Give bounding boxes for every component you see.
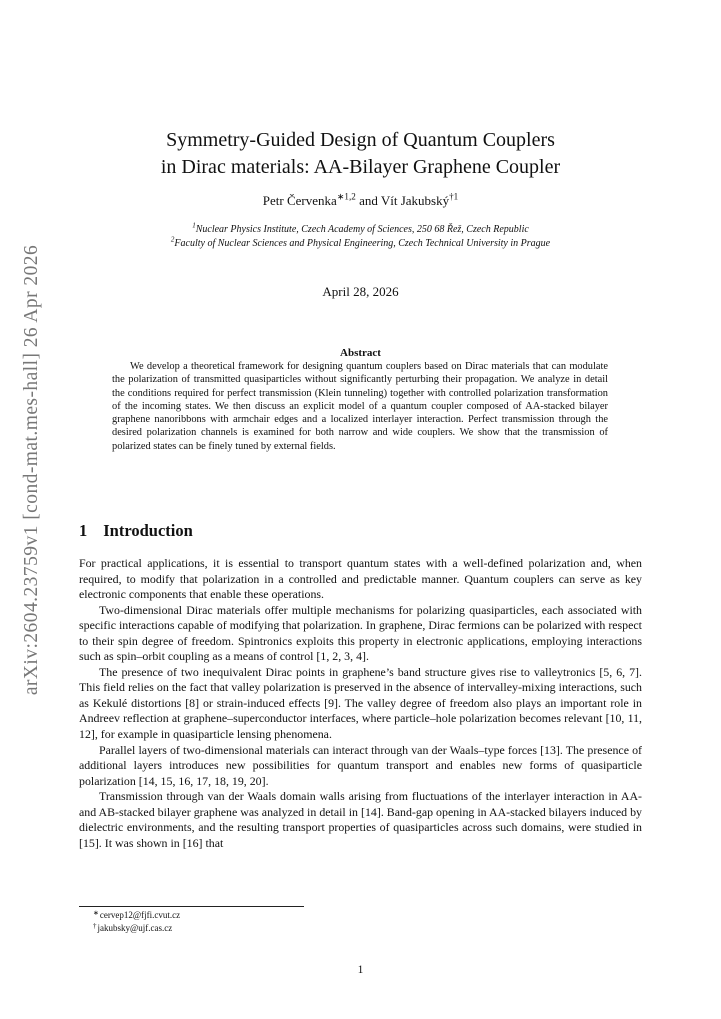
author-connector: and xyxy=(355,193,381,208)
author-name: Vít Jakubský xyxy=(380,193,450,208)
author-name: Petr Červenka xyxy=(262,193,337,208)
affiliation xyxy=(0,235,721,249)
affiliation-text: Faculty of Nuclear Sciences and Physical Engineering, Czech Technical University in Prague xyxy=(174,238,551,249)
paragraph: The presence of two inequivalent Dirac points in graphene’s band structure gives rise to valleytronics [5, 6, 7]. This field relies on the fact that valley polarization is preserved in the absence of intervalley-mixing interactions, such as Kekulé distortions [8] or strain-induced effects [9]. The valley degree of freedom also plays an important role in Andreev reflection at graphene–superconductor interfaces, where particle–hole polarization becomes relevant [10, 11, 12], for example in quasiparticle lensing phenomena. xyxy=(79,664,642,742)
footnote xyxy=(93,910,180,920)
page-number: 1 xyxy=(357,964,364,976)
paragraph: Transmission through van der Waals domain walls arising from fluctuations of the interlayer interaction in AA- and AB-stacked bilayer graphene was analyzed in detail in [14]. Band-gap opening in AA-stacked bilayers induced by dielectric environments, and the resulting transport properties of quasiparticles across such domains, were studied in [15]. It was shown in [16] that xyxy=(79,789,642,850)
abstract-heading: Abstract xyxy=(340,347,381,359)
affiliation-text: Nuclear Physics Institute, Czech Academy of Sciences, 250 68 Řež, Czech Republic xyxy=(195,224,529,235)
author-list xyxy=(0,193,721,209)
author-affiliation-mark: ∗1,2 xyxy=(336,191,356,202)
abstract-text: We develop a theoretical framework for designing quantum couplers based on Dirac materials that can modulate the polarization of transmitted quasiparticles without significantly perturbing their propagation. We analyze in detail the conditions required for perfect transmission (Klein tunneling) together with controlled polarization transformation of the incoming states. We then discuss an explicit model of a quantum coupler composed of AA-stacked bilayer graphene nanoribbons with armchair edges and a localized interlayer interaction. Perfect transmission through the desired polarization channels is examined for both narrow and wide couplers. We show that the transmission of polarized states can be finely tuned by external fields. xyxy=(112,361,608,452)
footnote-divider xyxy=(79,906,304,907)
footnote-email[interactable]: cervep12@fjfi.cvut.cz xyxy=(99,910,181,920)
affiliation-mark: 2 xyxy=(170,235,175,244)
affiliation xyxy=(0,221,721,235)
section-number: 1 xyxy=(79,521,88,540)
publication-date: April 28, 2026 xyxy=(322,284,399,299)
paragraph: Parallel layers of two-dimensional materials can interact through van der Waals–type forces [13]. The presence of additional layers introduces new possibilities for quantum transport and enables new forms of quasiparticle polarization [14, 15, 16, 17, 18, 19, 20]. xyxy=(79,742,642,788)
footnote xyxy=(93,923,172,933)
footnote-mark: ∗ xyxy=(93,909,99,917)
footnote-email[interactable]: jakubsky@ujf.cas.cz xyxy=(97,923,173,933)
introduction-body xyxy=(79,556,642,851)
paper-title-line-1: Symmetry-Guided Design of Quantum Couplers xyxy=(166,129,555,151)
author-affiliation-mark: †1 xyxy=(449,191,459,202)
affiliation-mark: 1 xyxy=(192,221,196,230)
section-heading xyxy=(79,521,193,541)
paragraph: Two-dimensional Dirac materials offer multiple mechanisms for polarizing quasiparticles, each associated with specific interactions capable of modifying that polarization. In graphene, Dirac fermions can be polarized with respect to their spin degree of freedom. Spintronics exploits this property in electronic applications, employing interactions such as spin–orbit coupling as a means of control [1, 2, 3, 4]. xyxy=(79,602,642,664)
paper-title-line-2: in Dirac materials: AA-Bilayer Graphene Coupler xyxy=(160,156,561,178)
section-title: Introduction xyxy=(103,521,193,540)
arxiv-identifier-stamp: arXiv:2604.23759v1 [cond-mat.mes-hall] 26 Apr 2026 xyxy=(21,244,42,696)
footnote-mark: † xyxy=(93,922,97,930)
paragraph: For practical applications, it is essential to transport quantum states with a well-defined polarization and, when required, to modify that polarization in a controlled and predictable manner. Quantum couplers can serve as key electronic components that enable these operations. xyxy=(79,556,642,602)
